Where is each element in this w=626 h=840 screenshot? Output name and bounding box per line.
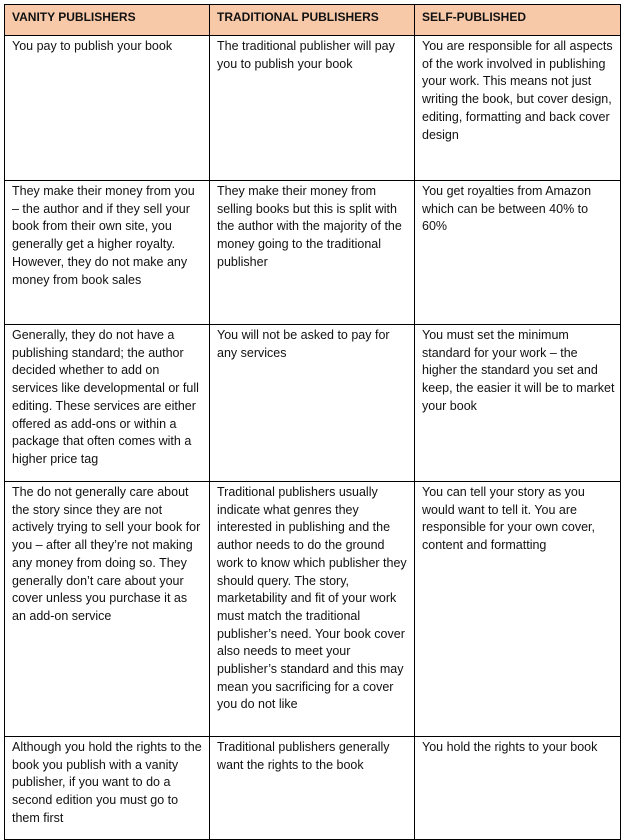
publishing-comparison-table: [4, 4, 621, 840]
cell-traditional: They make their money from selling books but this is split with the author with the majority of the money going to the traditional publisher: [210, 181, 415, 325]
table-row: [5, 325, 621, 482]
cell-self-published: You must set the minimum standard for your work – the higher the standard you set and keep, the easier it will be to market your book: [415, 325, 621, 482]
cell-self-published: You can tell your story as you would want to tell it. You are responsible for your own cover, content and formatting: [415, 482, 621, 737]
cell-traditional: The traditional publisher will pay you to publish your book: [210, 36, 415, 181]
table-body: [5, 36, 621, 840]
cell-vanity: Although you hold the rights to the book you publish with a vanity publisher, if you want to do a second edition you must go to them first: [5, 737, 210, 840]
cell-self-published: You are responsible for all aspects of the work involved in publishing your work. This means not just writing the book, but cover design, editing, formatting and back cover design: [415, 36, 621, 181]
table-header: [5, 5, 621, 36]
table-row: [5, 482, 621, 737]
cell-self-published: You hold the rights to your book: [415, 737, 621, 840]
header-vanity-publishers: VANITY PUBLISHERS: [5, 5, 210, 36]
cell-self-published: You get royalties from Amazon which can be between 40% to 60%: [415, 181, 621, 325]
header-traditional-publishers: TRADITIONAL PUBLISHERS: [210, 5, 415, 36]
table-row: [5, 737, 621, 840]
cell-vanity: They make their money from you – the author and if they sell your book from their own site, you generally get a higher royalty. However, they do not make any money from book sales: [5, 181, 210, 325]
cell-vanity: Generally, they do not have a publishing standard; the author decided whether to add on services like developmental or full editing. These services are either offered as add-ons or within a package that often comes with a higher price tag: [5, 325, 210, 482]
header-row: [5, 5, 621, 36]
header-self-published: SELF-PUBLISHED: [415, 5, 621, 36]
cell-vanity: You pay to publish your book: [5, 36, 210, 181]
cell-traditional: Traditional publishers generally want the rights to the book: [210, 737, 415, 840]
table-row: [5, 36, 621, 181]
table-row: [5, 181, 621, 325]
cell-vanity: The do not generally care about the story since they are not actively trying to sell your book for you – after all they’re not making any money from doing so. They generally don’t care about your cover unless you purchase it as an add-on service: [5, 482, 210, 737]
cell-traditional: You will not be asked to pay for any services: [210, 325, 415, 482]
cell-traditional: Traditional publishers usually indicate what genres they interested in publishing and the author needs to do the ground work to know which publisher they should query. The story, marketability and fit of your work must match the traditional publisher’s need. Your book cover also needs to meet your publisher’s standard and this may mean you sacrificing for a cover you do not like: [210, 482, 415, 737]
